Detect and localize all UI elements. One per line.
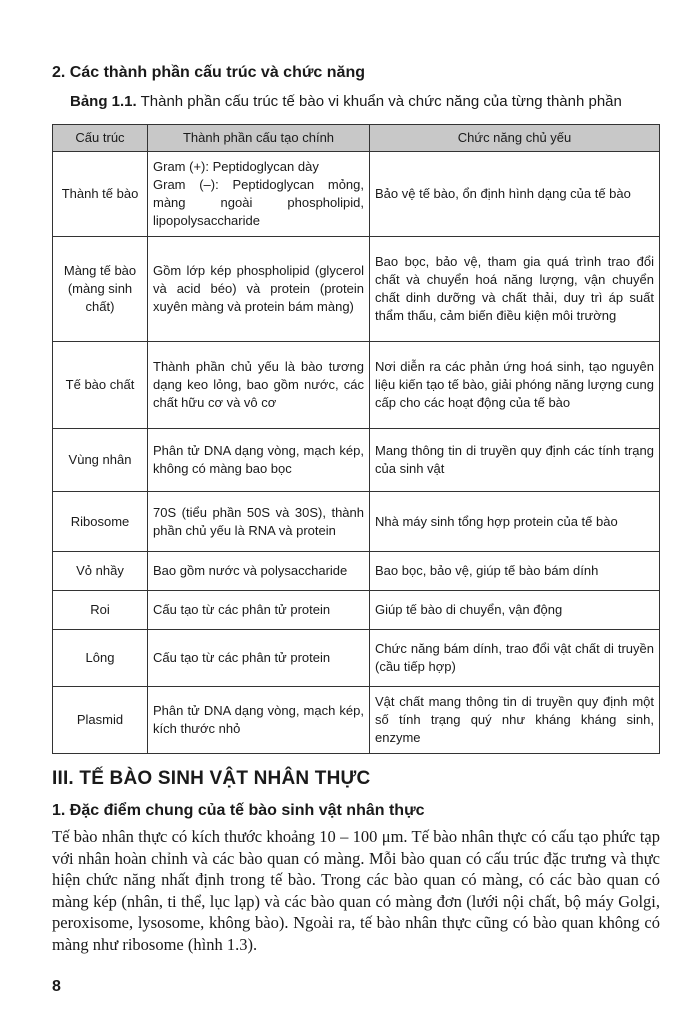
structure-cell: Vùng nhân [53,429,148,492]
function-cell: Nhà máy sinh tổng hợp protein của tế bào [370,492,660,552]
composition-cell: Phân tử DNA dạng vòng, mạch kép, kích thước nhỏ [148,687,370,754]
bacteria-structure-table [52,124,660,754]
structure-cell: Roi [53,591,148,630]
table-row [53,342,660,429]
table-caption-label: Bảng 1.1. [70,93,137,110]
composition-cell: Phân tử DNA dạng vòng, mạch kép, không có màng bao bọc [148,429,370,492]
header-structure: Cấu trúc [53,125,148,152]
structure-cell: Vỏ nhầy [53,552,148,591]
structure-cell: Thành tế bào [53,152,148,237]
table-row [53,152,660,237]
table-caption [70,93,622,110]
table-row [53,492,660,552]
structure-cell: Tế bào chất [53,342,148,429]
composition-cell: Cấu tạo từ các phân tử protein [148,591,370,630]
composition-cell: Cấu tạo từ các phân tử protein [148,630,370,687]
function-cell: Bao bọc, bảo vệ, tham gia quá trình trao đổi chất và chuyển hoá năng lượng, vận chuyển chất dinh dưỡng và chất thải, duy trì áp suất thẩm thấu, cảm biến điều kiện môi trường [370,237,660,342]
subsection-heading: 1. Đặc điểm chung của tế bào sinh vật nhân thực [52,802,425,819]
table-header-row [53,125,660,152]
table-row [53,687,660,754]
function-cell: Bao bọc, bảo vệ, giúp tế bào bám dính [370,552,660,591]
header-function: Chức năng chủ yếu [370,125,660,152]
body-paragraph: Tế bào nhân thực có kích thước khoảng 10 – 100 μm. Tế bào nhân thực có cấu tạo phức tạp với nhân hoàn chỉnh và các bào quan có màng. Mỗi bào quan có cấu trúc đặc trưng và thực hiện chức năng nhất định trong tế bào. Trong các bào quan có màng, có các bào quan có màng kép (nhân, ti thể, lục lạp) và các bào quan có màng đơn (lưới nội chất, bộ máy Golgi, peroxisome, lysosome, không bào). Ngoài ra, tế bào nhân thực cũng có bào quan không có màng như ribosome (hình 1.3). [52,827,660,954]
table-row [53,552,660,591]
structure-cell: Plasmid [53,687,148,754]
section-heading: 2. Các thành phần cấu trúc và chức năng [52,64,365,81]
composition-line: Gram (+): Peptidoglycan dày [153,159,319,174]
function-cell: Vật chất mang thông tin di truyền quy định một số tính trạng quý như kháng kháng sinh, enzyme [370,687,660,754]
composition-cell: 70S (tiểu phần 50S và 30S), thành phần chủ yếu là RNA và protein [148,492,370,552]
table-row [53,429,660,492]
table-caption-text: Thành phần cấu trúc tế bào vi khuẩn và chức năng của từng thành phần [140,93,622,110]
composition-cell [148,152,370,237]
function-cell: Chức năng bám dính, trao đổi vật chất di truyền (cầu tiếp hợp) [370,630,660,687]
function-cell: Nơi diễn ra các phản ứng hoá sinh, tạo nguyên liệu kiến tạo tế bào, giải phóng năng lượng cung cấp cho các hoạt động của tế bào [370,342,660,429]
header-composition: Thành phần cấu tạo chính [148,125,370,152]
composition-cell: Bao gồm nước và polysaccharide [148,552,370,591]
composition-line: Gram (–): Peptidoglycan mỏng, màng ngoài phospholipid, lipopolysaccharide [153,177,364,228]
structure-cell: Ribosome [53,492,148,552]
chapter-heading: III. TẾ BÀO SINH VẬT NHÂN THỰC [52,768,371,789]
page-number: 8 [52,978,61,995]
table-row [53,630,660,687]
function-cell: Giúp tế bào di chuyển, vận động [370,591,660,630]
function-cell: Mang thông tin di truyền quy định các tính trạng của sinh vật [370,429,660,492]
structure-cell: Màng tế bào (màng sinh chất) [53,237,148,342]
structure-cell: Lông [53,630,148,687]
table-row [53,237,660,342]
function-cell: Bảo vệ tế bào, ổn định hình dạng của tế bào [370,152,660,237]
table-row [53,591,660,630]
composition-cell: Gồm lớp kép phospholipid (glycerol và acid béo) và protein (protein xuyên màng và protein bám màng) [148,237,370,342]
composition-cell: Thành phần chủ yếu là bào tương dạng keo lỏng, bao gồm nước, các chất hữu cơ và vô cơ [148,342,370,429]
